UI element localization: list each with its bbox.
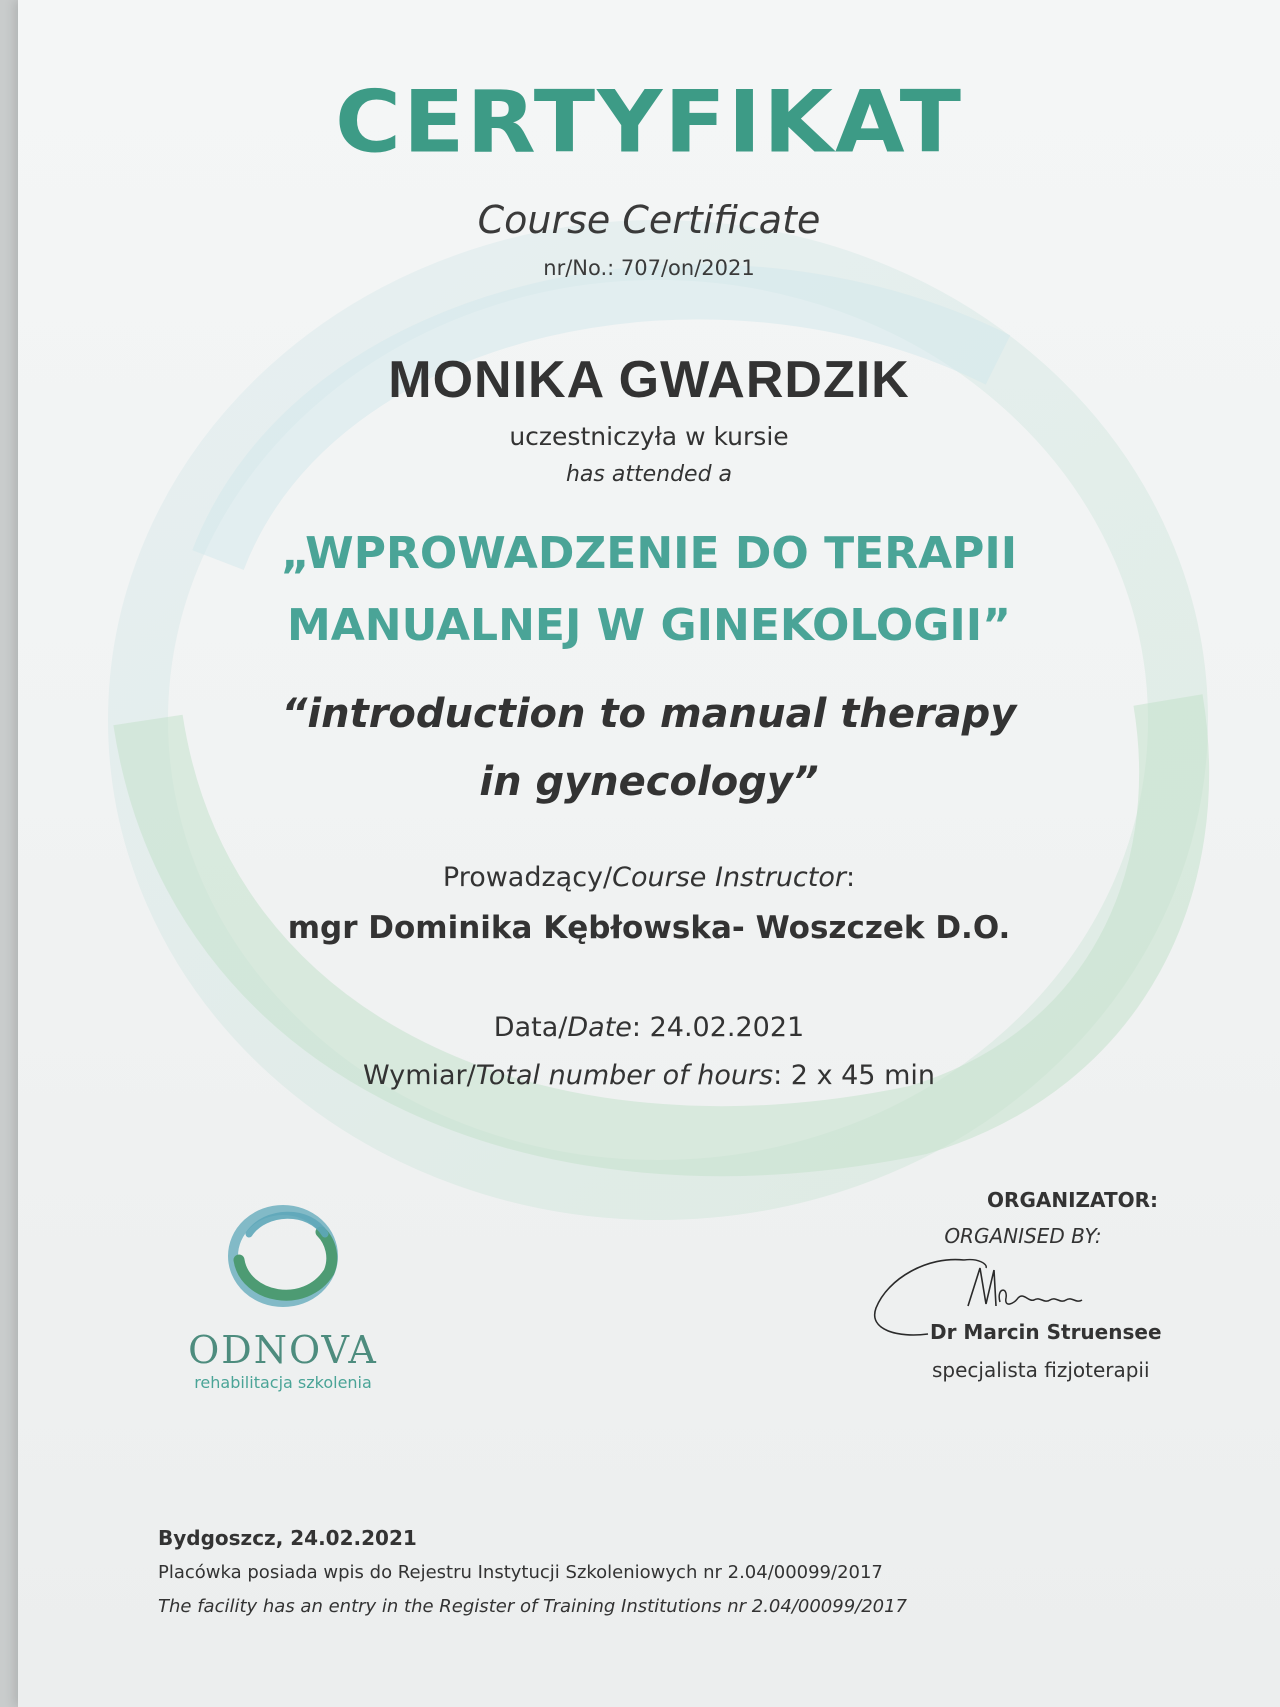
hours-label-en: Total number of hours [475,1060,774,1091]
hours-value: : 2 x 45 min [773,1060,935,1091]
course-title-pl-line1: „WPROWADZENIE DO TERAPII [280,528,1018,579]
footer-registry-pl: Placówka posiada wpis do Rejestru Instytucji Szkoleniowych nr 2.04/00099/2017 [158,1562,883,1583]
date-label-pl: Data/ [493,1012,568,1043]
instructor-label-en: Course Instructor [612,862,846,893]
certificate-page [18,0,1280,1707]
course-title-en-line1: “introduction to manual therapy [281,691,1017,737]
instructor-name: mgr Dominika Kębłowska- Woszczek D.O. [287,910,1011,946]
certificate-title: CERTYFIKAT [334,72,964,173]
recipient-name: MONIKA GWARDZIK [388,351,910,409]
course-title-en [18,680,1280,816]
hours-label-pl: Wymiar/ [363,1060,476,1091]
footer-city-date: Bydgoszcz, 24.02.2021 [158,1526,417,1550]
logo-tagline: rehabilitacja szkolenia [194,1373,372,1392]
organizer-name: Dr Marcin Struensee [930,1320,1162,1344]
organizer-role: specjalista fizjoterapii [932,1358,1150,1382]
organizer-label-pl: ORGANIZATOR: [987,1188,1158,1212]
course-title-pl [18,518,1280,662]
date-label-en: Date [567,1012,632,1043]
instructor-label-pl: Prowadzący/ [442,862,613,893]
logo-wordmark: ODNOVA [188,1328,378,1372]
ring-swirl-icon [225,1198,341,1314]
odnova-logo [163,1198,403,1398]
attended-text-pl: uczestniczyła w kursie [509,422,789,451]
certificate-number: nr/No.: 707/on/2021 [543,256,755,280]
instructor-label-suffix: : [845,862,856,893]
date-value: : 24.02.2021 [631,1012,805,1043]
course-date [18,1012,1280,1043]
certificate-subtitle: Course Certificate [477,198,821,242]
footer-registry-en: The facility has an entry in the Register of Training Institutions nr 2.04/00099/2017 [158,1596,908,1617]
course-title-pl-line2: MANUALNEJ W GINEKOLOGII” [286,600,1012,651]
organizer-label-en: ORGANISED BY: [944,1224,1102,1248]
course-hours [18,1060,1280,1091]
attended-text-en: has attended a [565,462,733,487]
course-title-en-line2: in gynecology” [479,759,819,805]
instructor-label [18,862,1280,893]
